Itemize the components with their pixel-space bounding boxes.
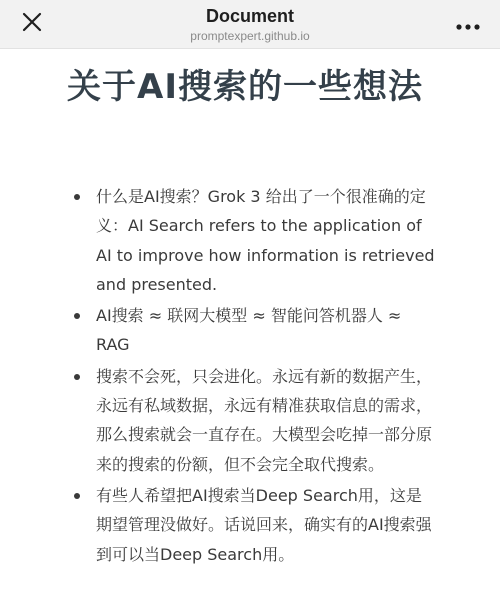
more-horizontal-icon — [456, 15, 480, 34]
bullet-dot — [74, 493, 80, 499]
document-url: promptexpert.github.io — [190, 29, 310, 43]
list-item — [0, 362, 436, 479]
article-heading: 关于AI搜索的一些想法 — [67, 67, 423, 107]
bullet-dot — [74, 374, 80, 380]
more-options-button[interactable] — [450, 10, 486, 38]
bullet-text: 什么是AI搜索？Grok 3 给出了一个很准确的定义：AI Search refers to the application of AI to improve how information is retrieved and presented. — [96, 187, 435, 294]
list-item — [0, 301, 436, 360]
bullet-dot — [74, 313, 80, 319]
top-bar — [0, 0, 500, 49]
close-icon — [22, 12, 42, 36]
document-title: Document — [205, 6, 294, 26]
bullet-text: AI搜索 ≈ 联网大模型 ≈ 智能问答机器人 ≈ RAG — [96, 306, 402, 355]
bullet-list — [0, 182, 500, 571]
bullet-dot — [74, 194, 80, 200]
close-button[interactable] — [14, 8, 50, 40]
list-item — [0, 182, 436, 299]
list-item — [0, 481, 436, 569]
bullet-text: 搜索不会死，只会进化。永远有新的数据产生，永远有私域数据，永远有精准获取信息的需求，那么搜索就会一直存在。大模型会吃掉一部分原来的搜索的份额，但不会完全取代搜索。 — [96, 366, 433, 474]
title-block — [100, 5, 400, 44]
article-content — [0, 48, 500, 590]
bullet-text: 有些人希望把AI搜索当Deep Search用，这是期望管理没做好。话说回来，确实有的AI搜索强到可以当Deep Search用。 — [96, 485, 432, 564]
